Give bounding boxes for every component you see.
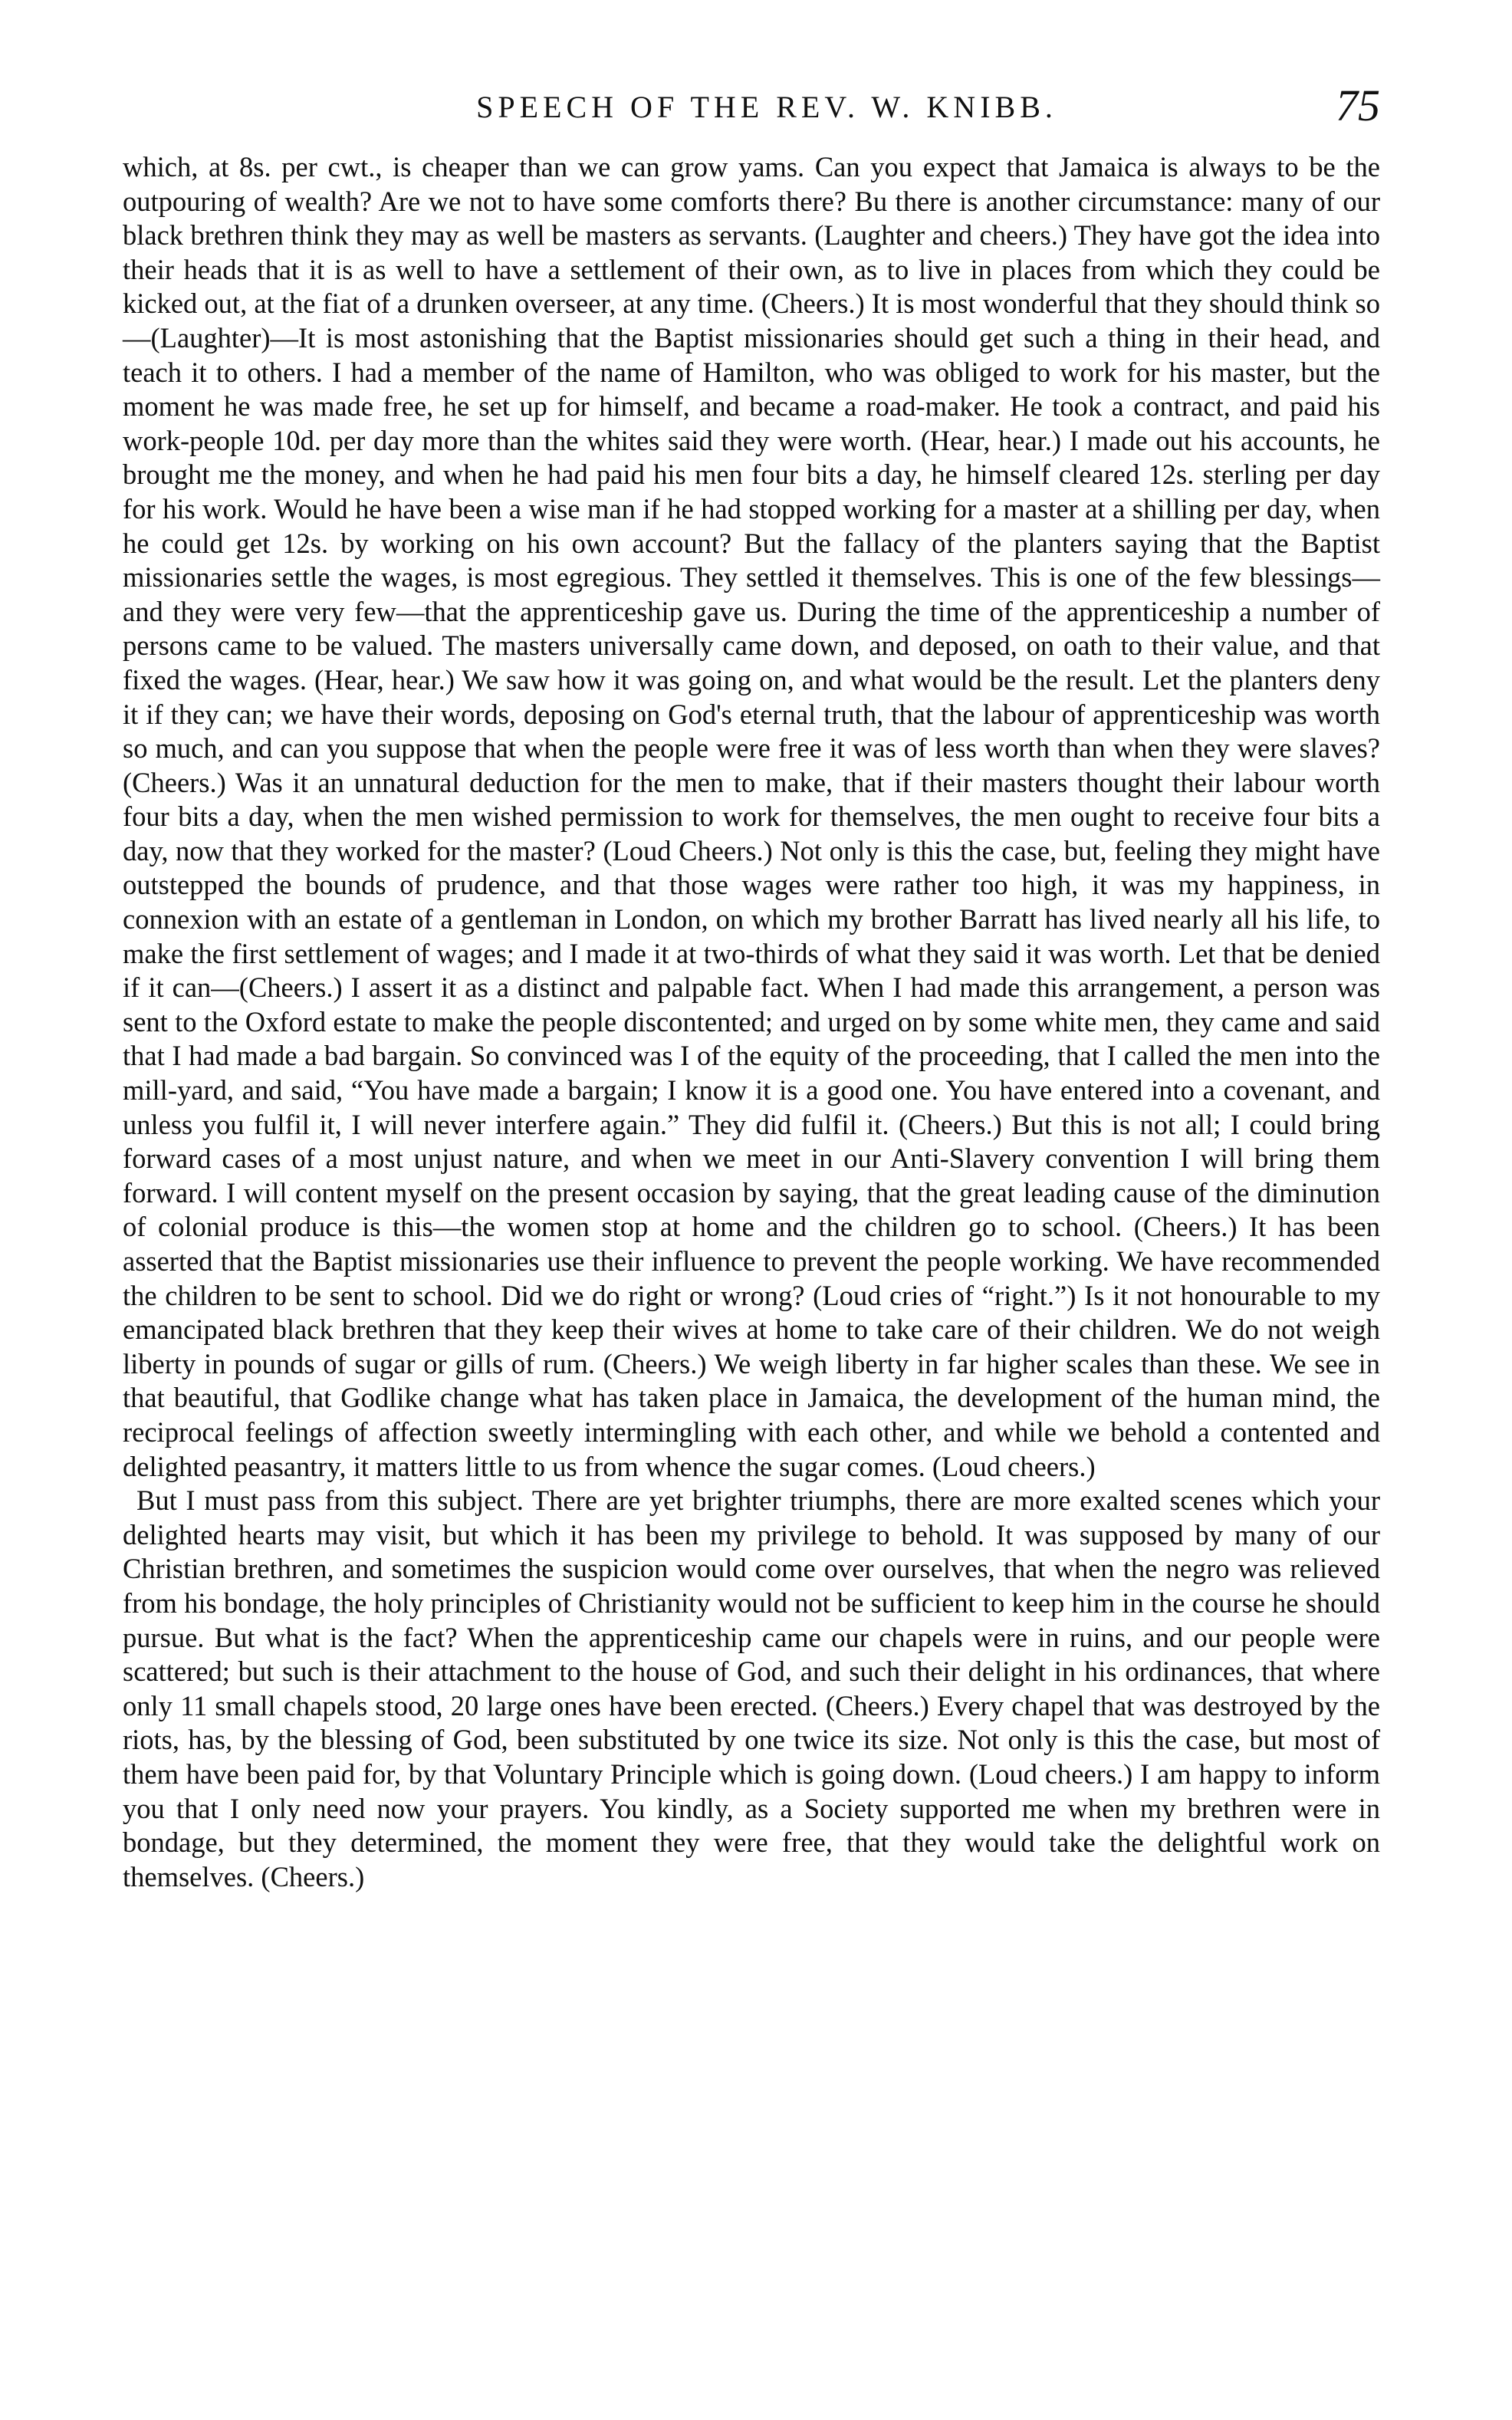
paragraph-1: which, at 8s. per cwt., is cheaper than we can grow yams. Can you expect that Jamaica is always to be the outpouring of wealth? Are we not to have some comforts there? Bu there is another circumstance: many of our black brethren think they may as well be masters as servants. (Laughter and cheers.) They have got the idea into their heads that it is as well to have a settlement of their own, as to live in places from which they could be kicked out, at the fiat of a drunken overseer, at any time. (Cheers.) It is most wonderful that they should think so—(Laughter)—It is most astonishing that the Baptist missionaries should get such a thing in their head, and teach it to others. I had a member of the name of Hamilton, who was obliged to work for his master, but the moment he was made free, he set up for himself, and became a road-maker. He took a contract, and paid his work-people 10d. per day more than the whites said they were worth. (Hear, hear.) I made out his accounts, he brought me the money, and when he had paid his men four bits a day, he himself cleared 12s. sterling per day for his work. Would he have been a wise man if he had stopped working for a master at a shilling per day, when he could get 12s. by working on his own account? But the fallacy of the planters saying that the Baptist missionaries settle the wages, is most egregious. They settled it themselves. This is one of the few blessings—and they were very few—that the apprenticeship gave us. During the time of the apprenticeship a number of persons came to be valued. The masters universally came down, and deposed, on oath to their value, and that fixed the wages. (Hear, hear.) We saw how it was going on, and what would be the result. Let the planters deny it if they can; we have their words, deposing on God's eternal truth, that the labour of apprenticeship was worth so much, and can you suppose that when the people were free it was of less worth than when they were slaves? (Cheers.) Was it an unnatural deduction for the men to make, that if their masters thought their labour worth four bits a day, when the men wished permission to work for themselves, the men ought to receive four bits a day, now that they worked for the master? (Loud Cheers.) Not only is this the case, but, feeling they might have outstepped the bounds of prudence, and that those wages were rather too high, it was my happiness, in connexion with an estate of a gentleman in London, on which my brother Barratt has lived nearly all his life, to make the first settlement of wages; and I made it at two-thirds of what they said it was worth. Let that be denied if it can—(Cheers.) I assert it as a distinct and palpable fact. When I had made this arrangement, a person was sent to the Oxford estate to make the people discontented; and urged on by some white men, they came and said that I had made a bad bargain. So convinced was I of the equity of the proceeding, that I called the men into the mill-yard, and said, “You have made a bargain; I know it is a good one. You have entered into a covenant, and unless you fulfil it, I will never interfere again.” They did fulfil it. (Cheers.) But this is not all; I could bring forward cases of a most unjust nature, and when we meet in our Anti-Slavery convention I will bring them forward. I will content myself on the present occasion by saying, that the great leading cause of the diminution of colonial produce is this—the women stop at home and the children go to school. (Cheers.) It has been asserted that the Baptist missionaries use their influence to prevent the people working. We have recommended the children to be sent to school. Did we do right or wrong? (Loud cries of “right.”) Is it not honourable to my emancipated black brethren that they keep their wives at home to take care of their children. We do not weigh liberty in pounds of sugar or gills of rum. (Cheers.) We weigh liberty in far higher scales than these. We see in that beautiful, that Godlike change what has taken place in Jamaica, the development of the human mind, the reciprocal feelings of affection sweetly intermingling with each other, and while we behold a contented and delighted peasantry, it matters little to us from whence the sugar comes. (Loud cheers.)	[123, 151, 1380, 1482]
running-title: SPEECH OF THE REV. W. KNIBB.	[476, 90, 1057, 124]
speech-body	[123, 150, 1380, 1894]
running-head	[123, 83, 1380, 136]
page-number: 75	[1336, 81, 1380, 130]
paragraph-2: But I must pass from this subject. There are yet brighter triumphs, there are more exalted scenes which your delighted hearts may visit, but which it has been my privilege to behold. It was supposed by many of our Christian brethren, and sometimes the suspicion would come over ourselves, that when the negro was relieved from his bondage, the holy principles of Christianity would not be sufficient to keep him in the course he should pursue. But what is the fact? When the apprenticeship came our chapels were in ruins, and our people were scattered; but such is their attachment to the house of God, and such their delight in his ordinances, that where only 11 small chapels stood, 20 large ones have been erected. (Cheers.) Every chapel that was destroyed by the riots, has, by the blessing of God, been substituted by one twice its size. Not only is this the case, but most of them have been paid for, by that Voluntary Principle which is going down. (Loud cheers.) I am happy to inform you that I only need now your prayers. You kindly, as a Society supported me when my brethren were in bondage, but they determined, the moment they were free, that they would take the delightful work on themselves. (Cheers.)	[123, 1485, 1380, 1892]
